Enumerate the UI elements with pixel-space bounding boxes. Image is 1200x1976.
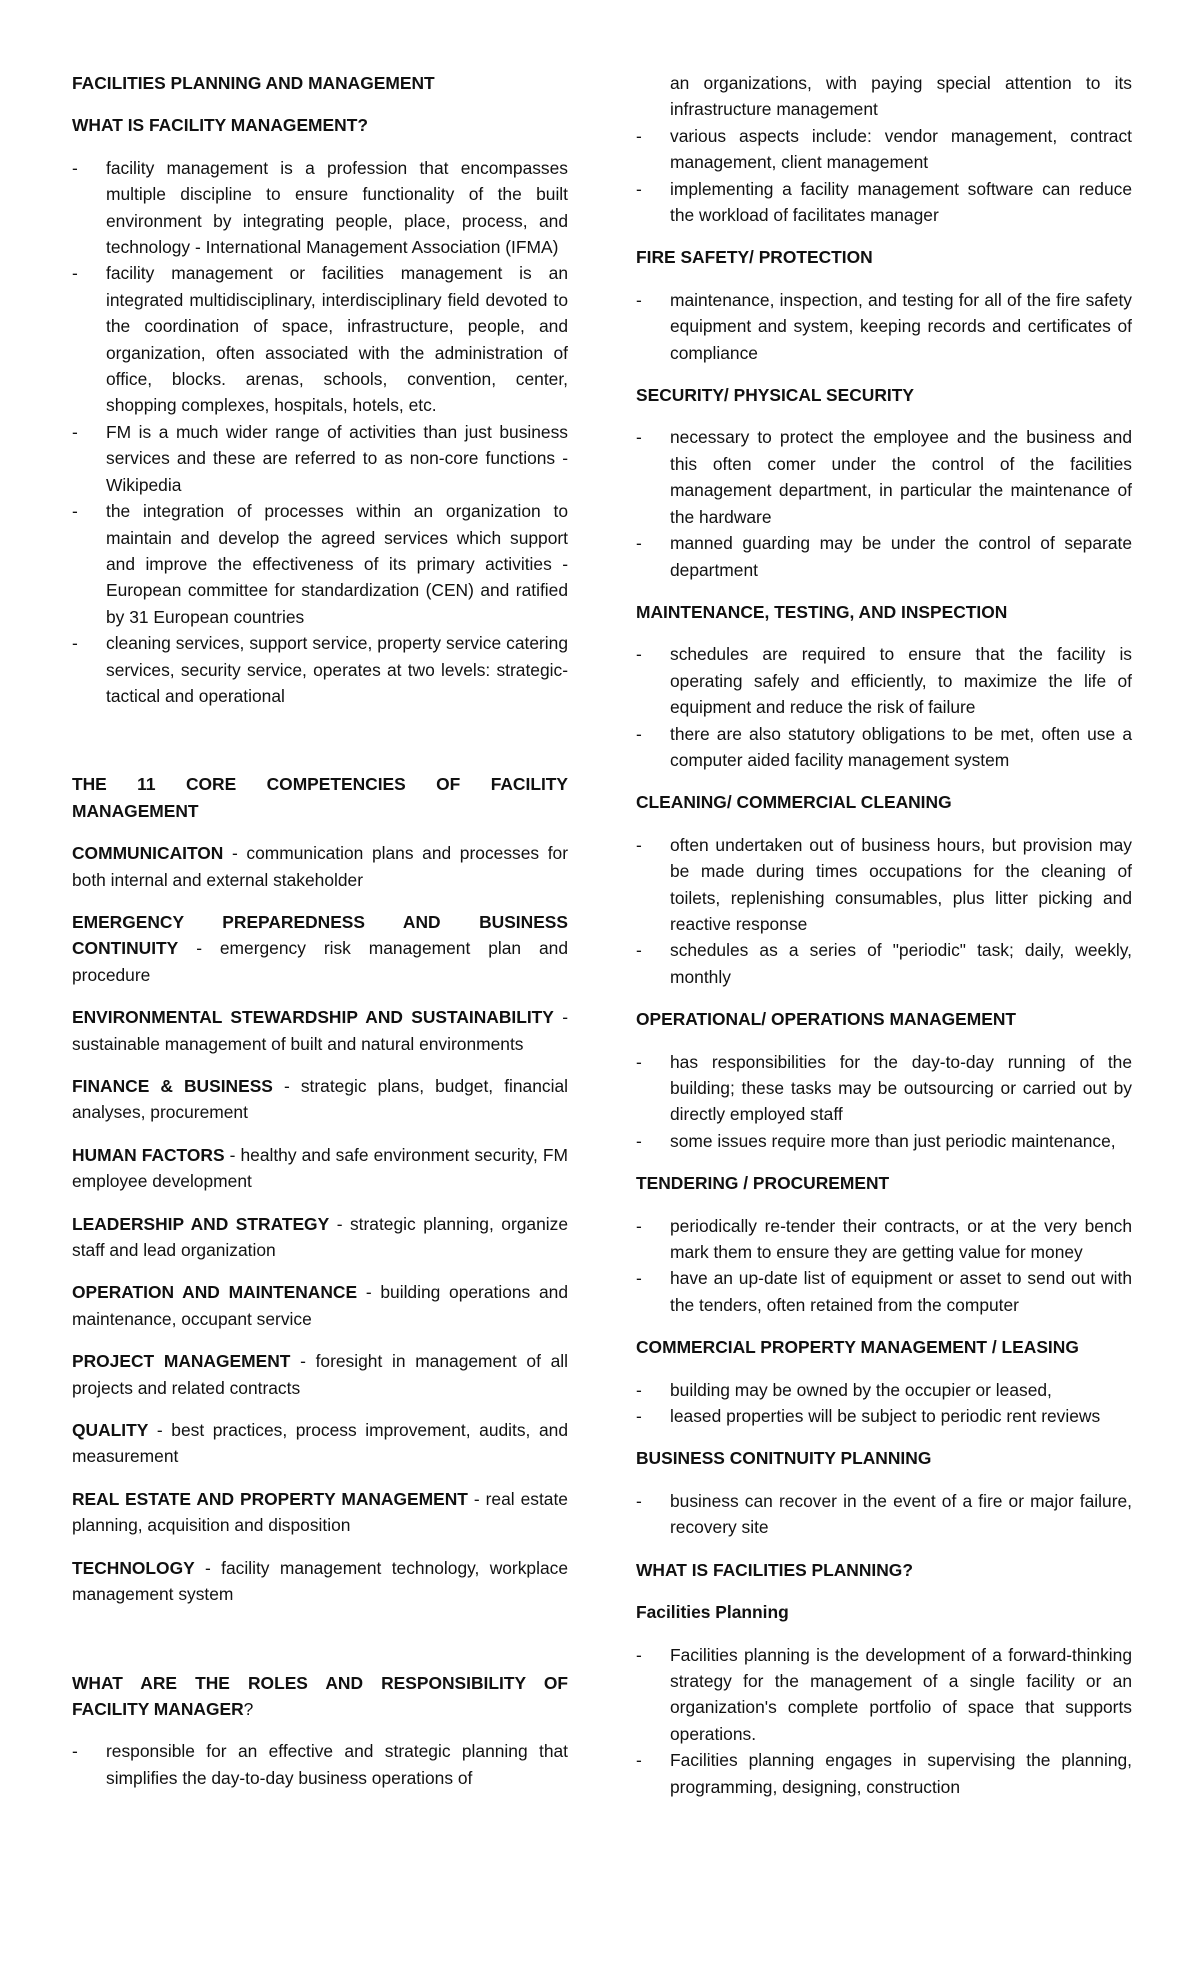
competency-description: - foresight in management of all projects and related contracts: [72, 1351, 568, 1398]
competency-item: [72, 1004, 568, 1057]
competency-term: TECHNOLOGY: [72, 1557, 195, 1578]
competency-term: PROJECT MANAGEMENT: [72, 1351, 291, 1372]
dash-bullet: -: [636, 1215, 642, 1236]
competency-description: - real estate planning, acquisition and disposition: [72, 1488, 568, 1536]
competency-term: LEADERSHIP AND STRATEGY: [72, 1213, 330, 1234]
list-item-text: cleaning services, support service, property service catering services, security service, operates at two levels: strategic-tactical and operational: [106, 633, 568, 706]
list-item-text: various aspects include: vendor management, contract management, client management: [670, 125, 1132, 173]
list-item: [72, 419, 568, 498]
dash-bullet: -: [636, 644, 642, 665]
dash-bullet: -: [636, 1406, 642, 1427]
list-item-text: facility management is a profession that encompasses multiple discipline to ensure functionality of the built environment by integrating people, place, process, and technology - International Management Association (IFMA): [106, 157, 568, 258]
roles-continued: [636, 70, 1132, 228]
list-item-text: schedules are required to ensure that the facility is operating safely and efficiently, to maximize the life of equipment and reduce the risk of failure: [670, 644, 1132, 718]
what-is-fm-list: [72, 155, 568, 710]
right-column: [636, 70, 1132, 1816]
list-item: [636, 287, 1132, 366]
list-item-text: there are also statutory obligations to be met, often use a computer aided facility management system: [670, 723, 1132, 770]
list-item: [636, 937, 1132, 990]
competency-item: [72, 1211, 568, 1264]
facilities-planning-subheading: Facilities Planning: [636, 1602, 789, 1623]
competency-item: [72, 1279, 568, 1332]
left-column: [72, 70, 568, 1807]
list-item-text: periodically re-tender their contracts, or at the very bench mark them to ensure they are getting value for money: [670, 1215, 1132, 1263]
list-item-text: necessary to protect the employee and the business and this often comer under the control of the facilities management department, in particular the maintenance of the hardware: [670, 427, 1132, 527]
list-item-text: the integration of processes within an organization to maintain and develop the agreed services which support and improve the effectiveness of its primary activities - European committee for standardization (CEN) and ratified by 31 European countries: [106, 501, 568, 627]
section-list: [636, 832, 1132, 990]
competency-description: - best practices, process improvement, audits, and measurement: [72, 1420, 568, 1467]
dash-bullet: -: [72, 421, 78, 442]
competency-term: OPERATION AND MAINTENANCE: [72, 1282, 358, 1303]
list-item-text: leased properties will be subject to periodic rent reviews: [670, 1406, 1101, 1427]
dash-bullet: -: [636, 1268, 642, 1289]
list-item: [636, 176, 1132, 229]
list-item: [636, 530, 1132, 583]
list-item: [636, 641, 1132, 720]
list-item: [636, 832, 1132, 938]
competency-description: - strategic planning, organize staff and lead organization: [72, 1213, 568, 1261]
list-item-text: maintenance, inspection, and testing for all of the fire safety equipment and system, keeping records and certificates of compliance: [670, 289, 1132, 363]
dash-bullet: -: [636, 125, 642, 146]
dash-bullet: -: [636, 1490, 642, 1511]
competency-item: [72, 1555, 568, 1608]
dash-bullet: -: [636, 834, 642, 855]
section-list: [636, 1049, 1132, 1155]
competency-description: - healthy and safe environment security, FM employee development: [72, 1144, 568, 1192]
competency-description: - emergency risk management plan and procedure: [72, 938, 568, 985]
dash-bullet: -: [72, 157, 78, 178]
competency-description: - sustainable management of built and natural environments: [72, 1007, 568, 1054]
list-item: [636, 1265, 1132, 1318]
list-item: [636, 1128, 1132, 1154]
section-list: [636, 1488, 1132, 1541]
competency-description: - strategic plans, budget, financial analyses, procurement: [72, 1076, 568, 1123]
section-heading: TENDERING / PROCUREMENT: [636, 1173, 890, 1194]
list-item-text: some issues require more than just periodic maintenance,: [670, 1130, 1116, 1151]
dash-bullet: -: [72, 263, 78, 284]
roles-more-list: [636, 123, 1132, 229]
roles-continued-text: an organizations, with paying special attention to its infrastructure management: [670, 73, 1132, 120]
list-item-text: Facilities planning is the development of a forward-thinking strategy for the management of a single facility or an organization's complete portfolio of space that supports operations.: [670, 1644, 1132, 1744]
dash-bullet: -: [72, 633, 78, 654]
competency-term: ENVIRONMENTAL STEWARDSHIP AND SUSTAINABILITY: [72, 1007, 554, 1028]
list-item-text: manned guarding may be under the control of separate department: [670, 533, 1132, 580]
list-item-text: implementing a facility management software can reduce the workload of facilitates manager: [670, 178, 1132, 226]
facilities-planning-list: [636, 1642, 1132, 1800]
section-heading: MAINTENANCE, TESTING, AND INSPECTION: [636, 601, 1008, 622]
dash-bullet: -: [636, 289, 642, 310]
competency-term: COMMUNICAITON: [72, 843, 224, 864]
list-item: [636, 1488, 1132, 1541]
section-heading: CLEANING/ COMMERCIAL CLEANING: [636, 792, 952, 813]
dash-bullet: -: [636, 1130, 642, 1151]
competency-term: REAL ESTATE AND PROPERTY MANAGEMENT: [72, 1488, 468, 1509]
dash-bullet: -: [636, 178, 642, 199]
dash-bullet: -: [636, 940, 642, 961]
section-list: [636, 424, 1132, 582]
section-heading: SECURITY/ PHYSICAL SECURITY: [636, 385, 914, 406]
competency-item: [72, 1486, 568, 1539]
list-item: [72, 155, 568, 261]
dash-bullet: -: [636, 1644, 642, 1665]
roles-heading: [72, 1670, 568, 1723]
list-item: [636, 1377, 1132, 1403]
competency-term: HUMAN FACTORS: [72, 1144, 225, 1165]
list-item-text: responsible for an effective and strategic planning that simplifies the day-to-day business operations of: [106, 1741, 568, 1788]
list-item: [636, 123, 1132, 176]
what-is-fm-heading: WHAT IS FACILITY MANAGEMENT?: [72, 115, 368, 136]
list-item: [72, 630, 568, 709]
dash-bullet: -: [636, 723, 642, 744]
list-item: [636, 721, 1132, 774]
list-item-text: Facilities planning engages in supervising the planning, programming, designing, construction: [670, 1750, 1132, 1797]
list-item: [636, 1642, 1132, 1748]
list-item: [72, 498, 568, 630]
list-item: [636, 1213, 1132, 1266]
list-item: [636, 1747, 1132, 1800]
roles-heading-text: WHAT ARE THE ROLES AND RESPONSIBILITY OF FACILITY MANAGER: [72, 1672, 568, 1719]
list-item-text: facility management or facilities management is an integrated multidisciplinary, interdisciplinary field devoted to the coordination of space, infrastructure, people, and organization, often associated with the administration of office, blocks. arenas, schools, convention, center, shopping complexes, hospitals, hotels, etc.: [106, 263, 568, 416]
dash-bullet: -: [72, 501, 78, 522]
list-item-text: building may be owned by the occupier or leased,: [670, 1379, 1052, 1400]
competency-term: EMERGENCY PREPAREDNESS AND BUSINESS CONTINUITY: [72, 911, 568, 959]
roles-heading-suffix: ?: [243, 1698, 254, 1719]
competency-item: [72, 1142, 568, 1195]
list-item-text: schedules as a series of "periodic" task; daily, weekly, monthly: [670, 940, 1132, 987]
dash-bullet: -: [72, 1741, 78, 1762]
section-list: [636, 287, 1132, 366]
list-item: [636, 424, 1132, 530]
list-item: [636, 1049, 1132, 1128]
competency-item: [72, 1348, 568, 1401]
dash-bullet: -: [636, 427, 642, 448]
dash-bullet: -: [636, 1750, 642, 1771]
core-competencies-heading: THE 11 CORE COMPETENCIES OF FACILITY MANAGEMENT: [72, 774, 568, 821]
list-item-text: FM is a much wider range of activities than just business services and these are referred to as non-core functions - Wikipedia: [106, 421, 568, 495]
list-item-text: has responsibilities for the day-to-day running of the building; these tasks may be outsourcing or carried out by directly employed staff: [670, 1051, 1132, 1125]
competency-item: [72, 1073, 568, 1126]
list-item: [72, 260, 568, 418]
roles-list: [72, 1738, 568, 1791]
section-heading: FIRE SAFETY/ PROTECTION: [636, 247, 873, 268]
dash-bullet: -: [636, 1051, 642, 1072]
dash-bullet: -: [636, 1379, 642, 1400]
competency-term: QUALITY: [72, 1420, 149, 1441]
section-list: [636, 1213, 1132, 1319]
section-heading: COMMERCIAL PROPERTY MANAGEMENT / LEASING: [636, 1337, 1079, 1358]
competency-description: - facility management technology, workplace management system: [72, 1557, 568, 1605]
document-title: FACILITIES PLANNING AND MANAGEMENT: [72, 73, 435, 93]
competency-item: [72, 909, 568, 988]
competency-description: - building operations and maintenance, occupant service: [72, 1282, 569, 1329]
competency-description: - communication plans and processes for both internal and external stakeholder: [72, 843, 568, 890]
right-sections: [636, 244, 1132, 1540]
section-heading: OPERATIONAL/ OPERATIONS MANAGEMENT: [636, 1009, 1017, 1030]
list-item-text: have an up-date list of equipment or asset to send out with the tenders, often retained from the computer: [670, 1268, 1132, 1315]
dash-bullet: -: [636, 533, 642, 554]
list-item: [636, 1403, 1132, 1429]
list-item-text: business can recover in the event of a fire or major failure, recovery site: [670, 1490, 1132, 1538]
list-item-text: often undertaken out of business hours, but provision may be made during times occupations for the cleaning of toilets, replenishing consumables, plus litter picking and reactive response: [670, 834, 1132, 934]
section-heading: BUSINESS CONITNUITY PLANNING: [636, 1448, 932, 1469]
section-list: [636, 1377, 1132, 1430]
competency-item: [72, 840, 568, 893]
section-list: [636, 641, 1132, 773]
competency-item: [72, 1417, 568, 1470]
list-item: [72, 1738, 568, 1791]
core-competencies-list: [72, 840, 568, 1607]
facilities-planning-heading: WHAT IS FACILITIES PLANNING?: [636, 1559, 913, 1580]
competency-term: FINANCE & BUSINESS: [72, 1076, 273, 1096]
